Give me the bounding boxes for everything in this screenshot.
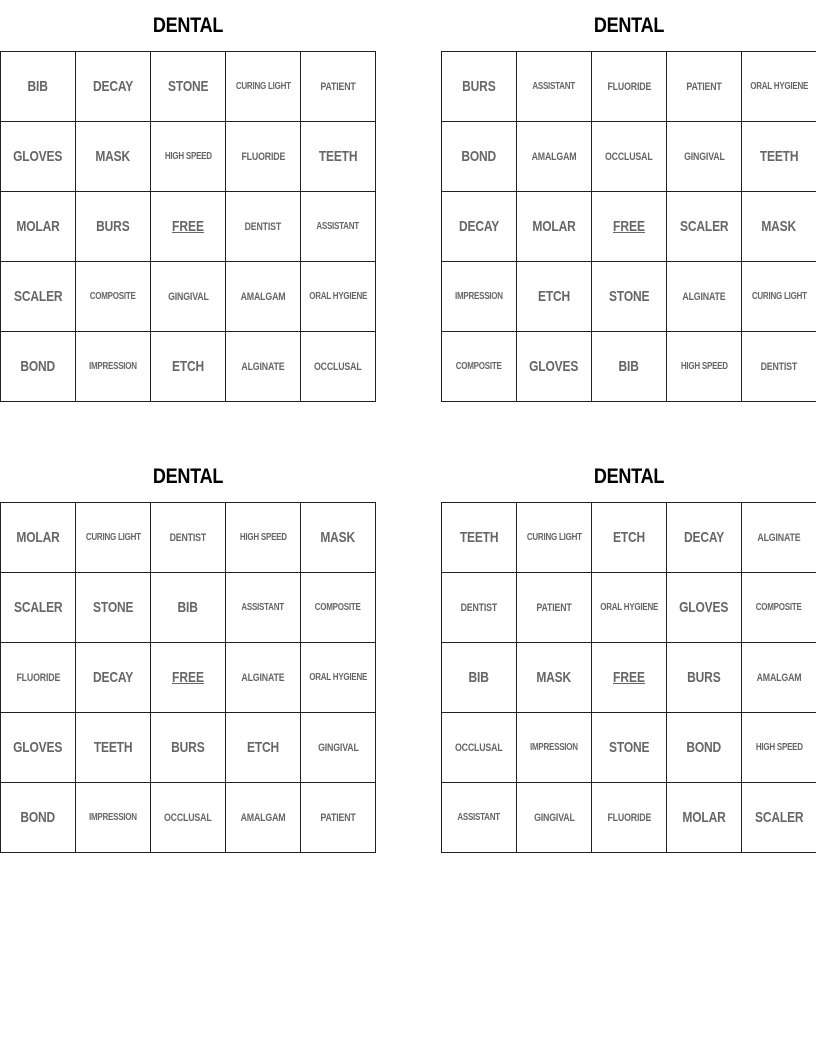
bingo-cell (151, 332, 226, 402)
bingo-cell (742, 783, 816, 853)
bingo-cell (592, 783, 667, 853)
bingo-cell-word: SCALER (13, 288, 63, 305)
bingo-cell-word: ORAL HYGIENE (309, 291, 367, 302)
bingo-cell-word: STONE (608, 288, 650, 305)
card-title: DENTAL (593, 14, 665, 37)
bingo-cell (517, 192, 592, 262)
bingo-cell (76, 332, 151, 402)
bingo-cell-word: DENTIST (460, 601, 498, 614)
bingo-cell-word: TEETH (759, 148, 799, 165)
bingo-cell (517, 503, 592, 573)
bingo-cell (76, 503, 151, 573)
bingo-cell (1, 573, 76, 643)
bingo-cell-word: MOLAR (16, 529, 60, 546)
bingo-cell (226, 783, 301, 853)
bingo-cell-word: CURING LIGHT (526, 532, 582, 543)
bingo-cell (667, 332, 742, 402)
bingo-cell (76, 262, 151, 332)
card-title: DENTAL (593, 465, 665, 488)
bingo-cell (667, 573, 742, 643)
bingo-cell-word: DECAY (92, 669, 134, 686)
bingo-cell (517, 262, 592, 332)
bingo-cell (301, 503, 376, 573)
bingo-cell (592, 332, 667, 402)
bingo-cell-word: GINGIVAL (683, 150, 725, 163)
bingo-cell (151, 713, 226, 783)
bingo-cell-word: GLOVES (13, 739, 63, 756)
bingo-cell-word: AMALGAM (531, 150, 577, 163)
bingo-card-2 (441, 6, 816, 406)
bingo-cell-word: ASSISTANT (316, 221, 360, 232)
bingo-card-1 (0, 6, 376, 406)
bingo-cell (742, 262, 816, 332)
bingo-cell-word: MASK (320, 529, 356, 546)
bingo-cell (301, 192, 376, 262)
bingo-cell-word: COMPOSITE (90, 291, 136, 302)
bingo-cell-word: ASSISTANT (532, 81, 576, 92)
bingo-cell-word: MASK (536, 669, 572, 686)
bingo-cell-word: SCALER (754, 809, 804, 826)
bingo-cell (151, 783, 226, 853)
bingo-cell-word: BURS (687, 669, 721, 686)
bingo-cell-word: MOLAR (682, 809, 726, 826)
bingo-cell (592, 122, 667, 192)
bingo-cell (592, 52, 667, 122)
bingo-cell-word: ASSISTANT (241, 602, 285, 613)
bingo-cell-word: BIB (177, 599, 199, 616)
bingo-cell (226, 332, 301, 402)
bingo-cell (517, 783, 592, 853)
bingo-cell (667, 713, 742, 783)
bingo-cell (667, 262, 742, 332)
bingo-cell-word: DECAY (92, 78, 134, 95)
bingo-cell-word: MOLAR (532, 218, 576, 235)
bingo-cell-word: DENTIST (169, 531, 207, 544)
bingo-cell (517, 122, 592, 192)
bingo-cell (301, 52, 376, 122)
bingo-cell (442, 783, 517, 853)
bingo-cell-word: STONE (167, 78, 209, 95)
bingo-cell-word: ALGINATE (241, 671, 285, 684)
bingo-cell-word: AMALGAM (240, 290, 286, 303)
bingo-cell (226, 262, 301, 332)
bingo-grid (0, 502, 376, 853)
bingo-cell (442, 192, 517, 262)
bingo-cell-word: BURS (171, 739, 205, 756)
bingo-cell-word: HIGH SPEED (239, 532, 287, 543)
bingo-cell (1, 52, 76, 122)
bingo-cell (442, 122, 517, 192)
bingo-cell (1, 783, 76, 853)
card-title: DENTAL (152, 14, 224, 37)
bingo-cell (442, 503, 517, 573)
bingo-cell (151, 503, 226, 573)
bingo-cell-word: FREE (612, 669, 645, 686)
bingo-cell-word: DECAY (683, 529, 725, 546)
bingo-cell-word: BOND (686, 739, 722, 756)
bingo-cell-word: ETCH (537, 288, 571, 305)
bingo-card-4 (441, 457, 816, 857)
bingo-cell (301, 783, 376, 853)
bingo-cell-word: IMPRESSION (530, 742, 578, 753)
bingo-cell-word: FLUORIDE (607, 80, 651, 93)
bingo-cell (667, 52, 742, 122)
bingo-cell (667, 122, 742, 192)
bingo-cell-word: PATIENT (686, 80, 722, 93)
bingo-cell-word: ORAL HYGIENE (750, 81, 808, 92)
bingo-cell (301, 262, 376, 332)
bingo-cell (517, 332, 592, 402)
bingo-cell (1, 503, 76, 573)
bingo-cell-word: FREE (612, 218, 645, 235)
bingo-cell-word: ETCH (171, 358, 205, 375)
bingo-cell (442, 643, 517, 713)
bingo-cell-word: ALGINATE (241, 360, 285, 373)
bingo-cell-word: GINGIVAL (167, 290, 209, 303)
bingo-cell-word: GLOVES (529, 358, 579, 375)
bingo-cell (442, 332, 517, 402)
bingo-cell-word: CURING LIGHT (85, 532, 141, 543)
bingo-cell (667, 192, 742, 262)
bingo-cell (517, 573, 592, 643)
bingo-cell-word: DENTIST (244, 220, 282, 233)
bingo-cell (301, 122, 376, 192)
bingo-cell-word: ALGINATE (757, 531, 801, 544)
bingo-cell (1, 192, 76, 262)
bingo-cell-word: BIB (618, 358, 640, 375)
bingo-cell-word: MASK (95, 148, 131, 165)
bingo-cell-word: OCCLUSAL (314, 360, 362, 373)
bingo-cell-word: PATIENT (320, 80, 356, 93)
bingo-cell (442, 713, 517, 783)
bingo-cell-word: SCALER (13, 599, 63, 616)
bingo-cell-word: TEETH (318, 148, 358, 165)
bingo-cell (742, 713, 816, 783)
bingo-cell-word: FLUORIDE (607, 811, 651, 824)
bingo-cell-word: GINGIVAL (533, 811, 575, 824)
bingo-cell-word: MOLAR (16, 218, 60, 235)
bingo-cell (226, 713, 301, 783)
bingo-cell-word: FREE (171, 669, 204, 686)
bingo-cell-word: CURING LIGHT (751, 291, 807, 302)
bingo-cell-word: CURING LIGHT (235, 81, 291, 92)
bingo-cell (517, 713, 592, 783)
bingo-grid (441, 502, 816, 853)
bingo-cell (1, 262, 76, 332)
bingo-cell-word: GINGIVAL (317, 741, 359, 754)
bingo-cell-word: AMALGAM (240, 811, 286, 824)
bingo-cell-word: BURS (96, 218, 130, 235)
bingo-cell (442, 262, 517, 332)
bingo-cell-word: OCCLUSAL (455, 741, 503, 754)
bingo-cell (442, 52, 517, 122)
bingo-cell (76, 783, 151, 853)
bingo-cell (667, 643, 742, 713)
bingo-cell (742, 503, 816, 573)
bingo-cell (667, 503, 742, 573)
bingo-cell (151, 52, 226, 122)
bingo-cell (742, 643, 816, 713)
bingo-cell-word: ORAL HYGIENE (600, 602, 658, 613)
bingo-cell-word: ETCH (246, 739, 280, 756)
bingo-cell-word: DENTIST (760, 360, 798, 373)
bingo-cell (226, 192, 301, 262)
bingo-cell-word: ETCH (612, 529, 646, 546)
bingo-cell-word: OCCLUSAL (605, 150, 653, 163)
bingo-cell (76, 122, 151, 192)
free-space-cell (592, 643, 667, 713)
bingo-cell-word: FREE (171, 218, 204, 235)
bingo-cell (301, 643, 376, 713)
bingo-cell (76, 573, 151, 643)
free-space-cell (592, 192, 667, 262)
bingo-cell (301, 573, 376, 643)
bingo-cell-word: TEETH (93, 739, 133, 756)
bingo-cell-word: SCALER (679, 218, 729, 235)
bingo-cell (76, 643, 151, 713)
bingo-cell-word: BOND (461, 148, 497, 165)
bingo-cell (517, 643, 592, 713)
bingo-cell (1, 332, 76, 402)
bingo-cell (76, 52, 151, 122)
bingo-cell (517, 52, 592, 122)
bingo-cell-word: DECAY (458, 218, 500, 235)
bingo-cell-word: IMPRESSION (89, 812, 137, 823)
bingo-cell (226, 122, 301, 192)
bingo-cell-word: FLUORIDE (241, 150, 285, 163)
bingo-cell-word: HIGH SPEED (164, 151, 212, 162)
bingo-cell (76, 192, 151, 262)
bingo-cell (151, 122, 226, 192)
card-title: DENTAL (152, 465, 224, 488)
bingo-cell-word: GLOVES (13, 148, 63, 165)
bingo-cell (742, 192, 816, 262)
bingo-grid (441, 51, 816, 402)
bingo-cell (592, 713, 667, 783)
free-space-cell (151, 643, 226, 713)
bingo-cell (151, 573, 226, 643)
bingo-cell-word: BURS (462, 78, 496, 95)
bingo-cell-word: BOND (20, 358, 56, 375)
bingo-cell-word: COMPOSITE (756, 602, 802, 613)
bingo-cell-word: ALGINATE (682, 290, 726, 303)
bingo-cell (1, 643, 76, 713)
bingo-cell-word: BIB (27, 78, 49, 95)
bingo-cell (592, 262, 667, 332)
bingo-cell (1, 713, 76, 783)
bingo-grid (0, 51, 376, 402)
bingo-cell-word: PATIENT (536, 601, 572, 614)
bingo-cell (301, 713, 376, 783)
bingo-cell-word: GLOVES (679, 599, 729, 616)
bingo-cell-word: OCCLUSAL (164, 811, 212, 824)
bingo-cell (442, 573, 517, 643)
bingo-cell-word: BOND (20, 809, 56, 826)
bingo-cell (226, 52, 301, 122)
bingo-cell-word: ORAL HYGIENE (309, 672, 367, 683)
bingo-cell-word: FLUORIDE (16, 671, 60, 684)
bingo-cell (226, 573, 301, 643)
bingo-cell-word: IMPRESSION (455, 291, 503, 302)
bingo-cell-word: COMPOSITE (315, 602, 361, 613)
bingo-cell-word: IMPRESSION (89, 361, 137, 372)
bingo-cell (592, 573, 667, 643)
bingo-cell-word: MASK (761, 218, 797, 235)
bingo-cell (592, 503, 667, 573)
bingo-cell-word: ASSISTANT (457, 812, 501, 823)
bingo-cell-word: STONE (92, 599, 134, 616)
bingo-cell-word: COMPOSITE (456, 361, 502, 372)
bingo-cell (226, 643, 301, 713)
bingo-cell-word: BIB (468, 669, 490, 686)
bingo-cell-word: TEETH (459, 529, 499, 546)
bingo-cell (151, 262, 226, 332)
bingo-cell (1, 122, 76, 192)
bingo-cell (742, 573, 816, 643)
bingo-cell (742, 52, 816, 122)
bingo-cell-word: HIGH SPEED (755, 742, 803, 753)
bingo-cell (226, 503, 301, 573)
bingo-cell (667, 783, 742, 853)
bingo-cell (742, 122, 816, 192)
bingo-cell-word: HIGH SPEED (680, 361, 728, 372)
bingo-card-3 (0, 457, 376, 857)
bingo-cell-word: STONE (608, 739, 650, 756)
bingo-cell-word: AMALGAM (756, 671, 802, 684)
bingo-cell (76, 713, 151, 783)
free-space-cell (151, 192, 226, 262)
bingo-cell (742, 332, 816, 402)
bingo-cell-word: PATIENT (320, 811, 356, 824)
bingo-cell (301, 332, 376, 402)
